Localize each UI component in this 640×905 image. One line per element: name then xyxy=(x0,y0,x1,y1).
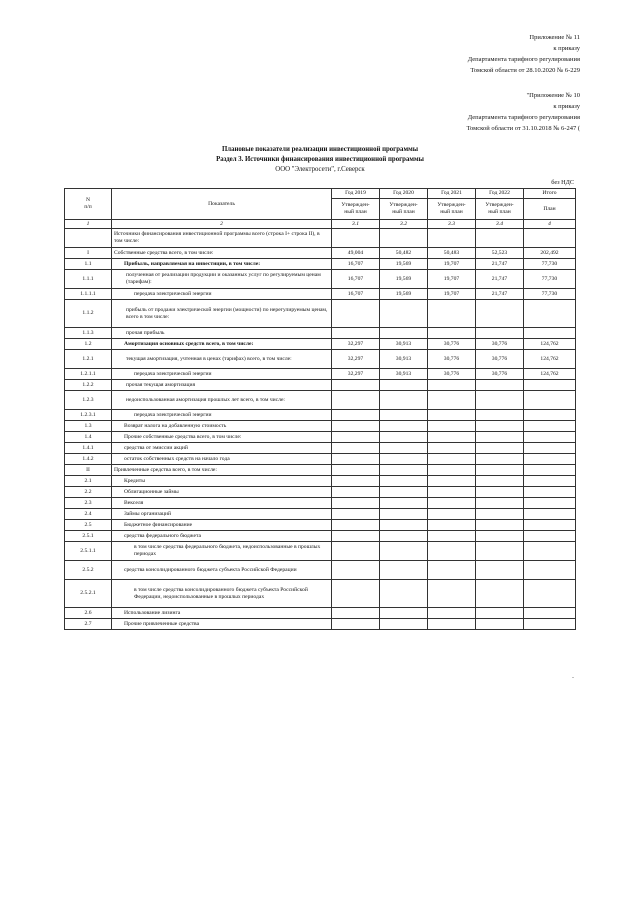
row-number: 1.4.1 xyxy=(65,443,112,454)
row-year-value: 19,707 xyxy=(428,270,476,289)
col-header-indicator: Показатель xyxy=(112,189,332,220)
row-indicator: Займы организаций xyxy=(112,509,332,520)
row-year-value xyxy=(332,580,380,608)
table-row xyxy=(65,259,576,270)
table-row xyxy=(65,248,576,259)
row-year-value xyxy=(332,476,380,487)
table-row xyxy=(65,391,576,410)
row-year-value xyxy=(332,520,380,531)
column-number: 4 xyxy=(524,220,576,229)
row-year-value xyxy=(428,509,476,520)
appendix-header-current xyxy=(468,32,580,76)
row-year-value xyxy=(332,432,380,443)
col-header-year: Год 2020 xyxy=(380,189,428,199)
table-row xyxy=(65,369,576,380)
row-total-value: 77,730 xyxy=(524,259,576,270)
row-total-value xyxy=(524,561,576,580)
row-total-value xyxy=(524,608,576,619)
row-indicator: Прочие привлеченные средства xyxy=(112,619,332,630)
row-year-value xyxy=(332,619,380,630)
row-indicator: прочая прибыль xyxy=(112,328,332,339)
row-number: 2.6 xyxy=(65,608,112,619)
table-header xyxy=(65,189,576,229)
row-year-value xyxy=(476,229,524,248)
row-year-value xyxy=(380,454,428,465)
table-row xyxy=(65,421,576,432)
row-year-value xyxy=(380,421,428,432)
table-row xyxy=(65,476,576,487)
row-total-value: 124,762 xyxy=(524,369,576,380)
row-year-value xyxy=(380,487,428,498)
row-year-value xyxy=(380,498,428,509)
row-indicator: Векселя xyxy=(112,498,332,509)
row-year-value xyxy=(380,561,428,580)
row-year-value: 21,747 xyxy=(476,270,524,289)
row-year-value xyxy=(380,542,428,561)
header-row-years xyxy=(65,189,576,199)
row-number: 1.2.3 xyxy=(65,391,112,410)
row-year-value xyxy=(476,487,524,498)
row-indicator: в том числе средства консолидированного бюджета субъекта Российской Федерации, недоиспользованные в прошлых периодах xyxy=(112,580,332,608)
row-year-value: 30,913 xyxy=(380,369,428,380)
row-total-value xyxy=(524,531,576,542)
col-subheader-approved: Утвержден- ный план xyxy=(380,199,428,220)
row-indicator: Использование лизинга xyxy=(112,608,332,619)
row-year-value xyxy=(428,487,476,498)
row-year-value xyxy=(428,465,476,476)
row-indicator: передача электрической энергии xyxy=(112,410,332,421)
row-year-value xyxy=(380,380,428,391)
row-year-value xyxy=(332,465,380,476)
row-year-value xyxy=(428,380,476,391)
row-year-value: 50,482 xyxy=(380,248,428,259)
row-year-value: 32,297 xyxy=(332,369,380,380)
row-year-value xyxy=(476,476,524,487)
row-total-value: 202,492 xyxy=(524,248,576,259)
row-total-value xyxy=(524,476,576,487)
row-year-value: 19,707 xyxy=(428,289,476,300)
table-row xyxy=(65,289,576,300)
row-year-value xyxy=(476,561,524,580)
table-row xyxy=(65,270,576,289)
row-year-value xyxy=(428,619,476,630)
row-year-value: 21,747 xyxy=(476,259,524,270)
column-number: 3.1 xyxy=(332,220,380,229)
appendix-order-date: Томской области от 31.10.2018 № 6-247 ( xyxy=(466,125,580,132)
col-header-year: Год 2021 xyxy=(428,189,476,199)
row-year-value xyxy=(476,509,524,520)
row-year-value xyxy=(476,542,524,561)
row-total-value xyxy=(524,300,576,328)
row-year-value xyxy=(476,498,524,509)
row-year-value xyxy=(476,300,524,328)
table-row xyxy=(65,580,576,608)
row-total-value xyxy=(524,580,576,608)
row-year-value xyxy=(428,580,476,608)
row-year-value: 49,004 xyxy=(332,248,380,259)
row-number: 2.5.2 xyxy=(65,561,112,580)
row-total-value xyxy=(524,509,576,520)
row-year-value xyxy=(332,561,380,580)
col-subheader-approved: Утвержден- ный план xyxy=(428,199,476,220)
unit-note: без НДС xyxy=(551,179,574,186)
table-row xyxy=(65,531,576,542)
row-year-value xyxy=(380,580,428,608)
row-number: 1.4 xyxy=(65,432,112,443)
row-year-value xyxy=(332,487,380,498)
row-year-value xyxy=(428,542,476,561)
row-total-value xyxy=(524,498,576,509)
row-number: II xyxy=(65,465,112,476)
row-year-value xyxy=(476,432,524,443)
table-row xyxy=(65,619,576,630)
row-year-value xyxy=(476,380,524,391)
table-row xyxy=(65,410,576,421)
row-year-value xyxy=(428,531,476,542)
row-year-value xyxy=(380,608,428,619)
row-total-value xyxy=(524,380,576,391)
row-year-value xyxy=(332,300,380,328)
row-number: 1.1.3 xyxy=(65,328,112,339)
row-year-value: 19,569 xyxy=(380,270,428,289)
table-row xyxy=(65,465,576,476)
row-number: 2.3 xyxy=(65,498,112,509)
row-number: 1.2.1.1 xyxy=(65,369,112,380)
row-indicator: полученная от реализации продукции и оказанных услуг по регулируемым ценам (тарифам): xyxy=(112,270,332,289)
row-year-value xyxy=(380,300,428,328)
row-indicator: Источники финансирования инвестиционной программы всего (строка I+ строка II), в том числе: xyxy=(112,229,332,248)
col-subheader-approved: Утвержден- ный план xyxy=(476,199,524,220)
table-row xyxy=(65,443,576,454)
appendix-department: Департамента тарифного регулирования xyxy=(467,114,580,121)
row-number: 2.5 xyxy=(65,520,112,531)
row-year-value xyxy=(428,421,476,432)
row-number: 1.2 xyxy=(65,339,112,350)
row-year-value xyxy=(476,619,524,630)
document-title-block xyxy=(0,145,640,175)
row-number: 2.7 xyxy=(65,619,112,630)
row-total-value xyxy=(524,432,576,443)
col-header-total: Итого xyxy=(524,189,576,199)
row-indicator: остаток собственных средств на начало года xyxy=(112,454,332,465)
row-year-value xyxy=(332,410,380,421)
row-year-value xyxy=(380,476,428,487)
row-number: 1.3 xyxy=(65,421,112,432)
row-year-value: 30,776 xyxy=(428,339,476,350)
column-number: 1 xyxy=(65,220,112,229)
table-row xyxy=(65,561,576,580)
row-number: 2.4 xyxy=(65,509,112,520)
table-row xyxy=(65,339,576,350)
row-year-value: 30,776 xyxy=(428,350,476,369)
row-year-value xyxy=(476,531,524,542)
row-number: 1.1.1 xyxy=(65,270,112,289)
row-year-value xyxy=(332,421,380,432)
row-year-value xyxy=(380,465,428,476)
appendix-order-label: к приказу xyxy=(553,45,580,52)
row-year-value xyxy=(428,229,476,248)
table-row xyxy=(65,520,576,531)
table-row xyxy=(65,432,576,443)
row-indicator: прочая текущая амортизация xyxy=(112,380,332,391)
row-year-value xyxy=(428,608,476,619)
row-number: 1.4.2 xyxy=(65,454,112,465)
row-year-value xyxy=(428,443,476,454)
row-indicator: Бюджетное финансирование xyxy=(112,520,332,531)
row-year-value xyxy=(428,432,476,443)
table-row xyxy=(65,487,576,498)
row-indicator: средства от эмиссии акций xyxy=(112,443,332,454)
row-year-value xyxy=(380,328,428,339)
row-indicator: Прибыль, направляемая на инвестиции, в том числе: xyxy=(112,259,332,270)
row-year-value: 21,747 xyxy=(476,289,524,300)
row-indicator: средства консолидированного бюджета субъекта Российской Федерации xyxy=(112,561,332,580)
row-number: I xyxy=(65,248,112,259)
row-year-value xyxy=(380,619,428,630)
row-year-value: 30,776 xyxy=(428,369,476,380)
column-number: 2 xyxy=(112,220,332,229)
row-year-value xyxy=(428,520,476,531)
appendix-number: Приложение № 11 xyxy=(529,34,580,41)
row-indicator: Амортизация основных средств всего, в том числе: xyxy=(112,339,332,350)
row-year-value xyxy=(380,509,428,520)
row-number: 1.2.2 xyxy=(65,380,112,391)
appendix-department: Департамента тарифного регулирования xyxy=(467,56,580,63)
row-indicator: передача электрической энергии xyxy=(112,369,332,380)
row-number: 2.5.1 xyxy=(65,531,112,542)
row-indicator: Кредиты xyxy=(112,476,332,487)
table-row xyxy=(65,229,576,248)
row-year-value xyxy=(428,476,476,487)
row-total-value: 77,730 xyxy=(524,270,576,289)
footer-mark: " xyxy=(572,676,574,681)
row-number: 2.2 xyxy=(65,487,112,498)
row-indicator: Возврат налога на добавленную стоимость xyxy=(112,421,332,432)
row-year-value: 32,297 xyxy=(332,339,380,350)
table-row xyxy=(65,542,576,561)
row-year-value xyxy=(332,608,380,619)
table-row xyxy=(65,328,576,339)
row-year-value: 50,483 xyxy=(428,248,476,259)
row-total-value: 124,762 xyxy=(524,350,576,369)
row-year-value xyxy=(332,380,380,391)
col-header-year: Год 2019 xyxy=(332,189,380,199)
row-year-value: 52,523 xyxy=(476,248,524,259)
row-year-value xyxy=(380,531,428,542)
row-total-value xyxy=(524,619,576,630)
row-year-value xyxy=(476,443,524,454)
row-year-value xyxy=(476,391,524,410)
table-row xyxy=(65,380,576,391)
row-year-value xyxy=(380,432,428,443)
row-year-value: 30,913 xyxy=(380,339,428,350)
row-total-value: 77,730 xyxy=(524,289,576,300)
row-total-value xyxy=(524,542,576,561)
financing-sources-table xyxy=(64,188,576,630)
row-year-value: 32,297 xyxy=(332,350,380,369)
row-year-value xyxy=(380,443,428,454)
row-year-value xyxy=(332,328,380,339)
row-indicator: Собственные средства всего, в том числе: xyxy=(112,248,332,259)
col-subheader-plan: План xyxy=(524,199,576,220)
row-total-value: 124,762 xyxy=(524,339,576,350)
row-number: 1.2.3.1 xyxy=(65,410,112,421)
row-total-value xyxy=(524,328,576,339)
row-year-value xyxy=(332,229,380,248)
row-total-value xyxy=(524,454,576,465)
row-year-value xyxy=(380,520,428,531)
row-year-value: 30,776 xyxy=(476,339,524,350)
row-year-value xyxy=(428,561,476,580)
row-indicator: средства федерального бюджета xyxy=(112,531,332,542)
row-number: 1.1.1.1 xyxy=(65,289,112,300)
row-number: 2.5.2.1 xyxy=(65,580,112,608)
row-number xyxy=(65,229,112,248)
row-year-value: 16,707 xyxy=(332,289,380,300)
row-year-value xyxy=(380,410,428,421)
row-indicator: передача электрической энергии xyxy=(112,289,332,300)
table-body xyxy=(65,229,576,630)
row-year-value: 30,913 xyxy=(380,350,428,369)
row-year-value xyxy=(476,421,524,432)
row-year-value xyxy=(428,498,476,509)
row-year-value xyxy=(428,300,476,328)
row-indicator: Привлеченные средства всего, в том числе: xyxy=(112,465,332,476)
section-title: Раздел 3. Источники финансирования инвестиционной программы xyxy=(216,156,424,163)
row-year-value xyxy=(428,454,476,465)
table-row xyxy=(65,509,576,520)
row-year-value xyxy=(476,410,524,421)
row-year-value: 19,707 xyxy=(428,259,476,270)
row-year-value xyxy=(332,454,380,465)
column-number: 3.4 xyxy=(476,220,524,229)
table-row xyxy=(65,300,576,328)
row-year-value xyxy=(476,465,524,476)
row-year-value xyxy=(428,391,476,410)
row-year-value xyxy=(428,328,476,339)
appendix-order-date: Томской области от 28.10.2020 № 6-229 xyxy=(470,67,580,74)
row-total-value xyxy=(524,487,576,498)
row-year-value: 30,776 xyxy=(476,369,524,380)
appendix-number: "Приложение № 10 xyxy=(526,92,580,99)
row-year-value xyxy=(332,531,380,542)
column-number: 3.3 xyxy=(428,220,476,229)
col-subheader-approved: Утвержден- ный план xyxy=(332,199,380,220)
row-indicator: текущая амортизация, учтенная в ценах (тарифах) всего, в том числе: xyxy=(112,350,332,369)
appendix-order-label: к приказу xyxy=(553,103,580,110)
row-total-value xyxy=(524,410,576,421)
row-indicator: недоиспользованная амортизация прошлых лет всего, в том числе: xyxy=(112,391,332,410)
appendix-header-previous xyxy=(467,90,580,134)
row-year-value xyxy=(476,608,524,619)
row-total-value xyxy=(524,465,576,476)
row-number: 2.5.1.1 xyxy=(65,542,112,561)
row-number: 2.1 xyxy=(65,476,112,487)
row-number: 1.1 xyxy=(65,259,112,270)
column-number-row xyxy=(65,220,576,229)
row-total-value xyxy=(524,443,576,454)
col-header-year: Год 2022 xyxy=(476,189,524,199)
row-indicator: Прочие собственные средства всего, в том числе: xyxy=(112,432,332,443)
table-row xyxy=(65,350,576,369)
row-year-value xyxy=(332,498,380,509)
table-row xyxy=(65,608,576,619)
row-year-value: 19,569 xyxy=(380,259,428,270)
row-year-value xyxy=(380,229,428,248)
row-year-value xyxy=(476,580,524,608)
row-year-value xyxy=(476,454,524,465)
row-year-value xyxy=(476,520,524,531)
row-year-value xyxy=(476,328,524,339)
row-total-value xyxy=(524,421,576,432)
row-year-value: 19,569 xyxy=(380,289,428,300)
row-year-value xyxy=(332,391,380,410)
row-total-value xyxy=(524,520,576,531)
row-year-value xyxy=(332,509,380,520)
row-total-value xyxy=(524,229,576,248)
organization-name: ООО "Электросети", г.Северск xyxy=(275,166,365,173)
column-number: 3.2 xyxy=(380,220,428,229)
col-header-number: N п/п xyxy=(65,189,112,220)
row-total-value xyxy=(524,391,576,410)
row-year-value xyxy=(332,443,380,454)
row-indicator: Облигационные займы xyxy=(112,487,332,498)
row-year-value: 16,707 xyxy=(332,259,380,270)
row-year-value xyxy=(332,542,380,561)
table-row xyxy=(65,498,576,509)
row-year-value: 30,776 xyxy=(476,350,524,369)
row-number: 1.1.2 xyxy=(65,300,112,328)
row-indicator: прибыль от продажи электрической энергии (мощности) по нерегулируемым ценам, всего в том числе: xyxy=(112,300,332,328)
document-title: Плановые показатели реализации инвестиционной программы xyxy=(221,146,419,153)
row-year-value: 16,707 xyxy=(332,270,380,289)
table-row xyxy=(65,454,576,465)
row-year-value xyxy=(428,410,476,421)
row-indicator: в том числе средства федерального бюджета, недоиспользованные в прошлых периодах xyxy=(112,542,332,561)
row-year-value xyxy=(380,391,428,410)
row-number: 1.2.1 xyxy=(65,350,112,369)
